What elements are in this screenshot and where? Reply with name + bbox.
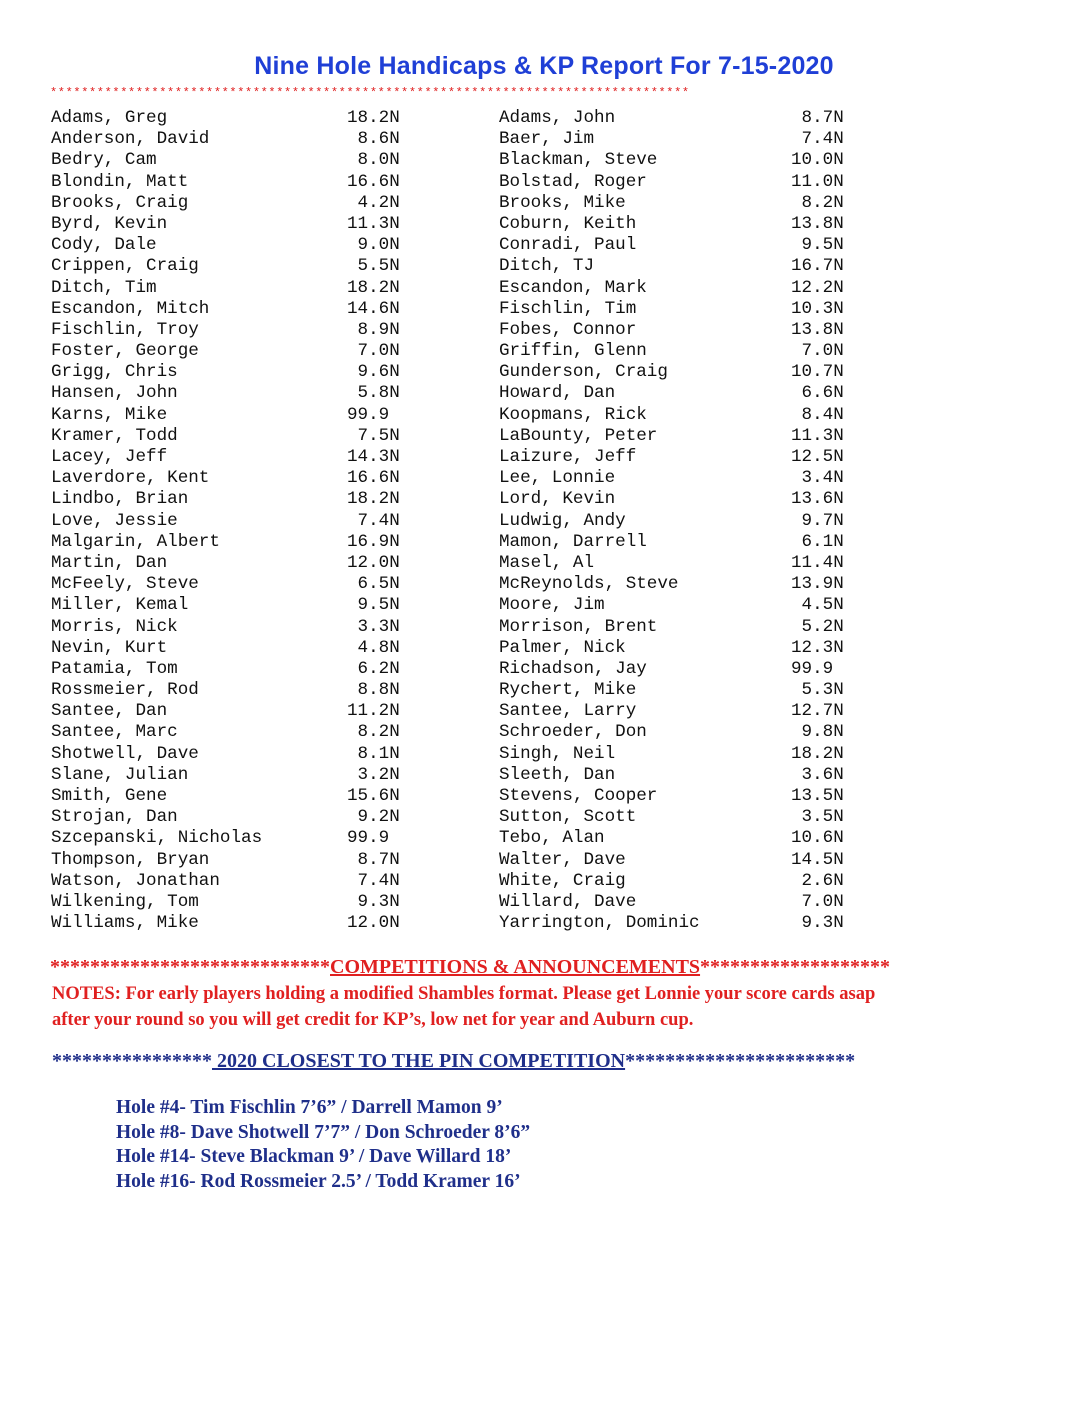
player-handicap: 18.2N [347, 489, 400, 510]
notes-line-2: after your round so you will get credit for KP’s, low net for year and Auburn cup. [52, 1010, 694, 1030]
player-name: Brooks, Craig [51, 192, 189, 213]
player-name: Baer, Jim [499, 129, 595, 150]
player-name: Sutton, Scott [499, 807, 637, 828]
player-name: Schroeder, Don [499, 722, 647, 743]
player-handicap: 9.3N [347, 891, 400, 912]
player-name: Cody, Dale [51, 235, 157, 256]
player-handicap: 4.2N [347, 192, 400, 213]
player-name: Anderson, David [51, 129, 210, 150]
player-handicap: 9.8N [791, 722, 844, 743]
player-handicap: 7.5N [347, 425, 400, 446]
player-handicap: 9.0N [347, 235, 400, 256]
player-handicap: 7.4N [347, 870, 400, 891]
player-name: Fobes, Connor [499, 319, 637, 340]
player-handicap: 7.4N [791, 129, 844, 150]
player-name: Koopmans, Rick [499, 404, 647, 425]
player-handicap: 11.3N [791, 425, 844, 446]
player-name: Blondin, Matt [51, 171, 189, 192]
player-name: Malgarin, Albert [51, 531, 220, 552]
player-name: Martin, Dan [51, 552, 168, 573]
player-handicap: 7.0N [347, 341, 400, 362]
player-handicap: 2.6N [791, 870, 844, 891]
player-name: McFeely, Steve [51, 574, 199, 595]
player-name: Nevin, Kurt [51, 637, 168, 658]
player-handicap: 14.5N [791, 849, 844, 870]
player-name: Adams, Greg [51, 108, 168, 128]
player-handicap: 9.7N [791, 510, 844, 531]
player-handicap: 6.5N [347, 574, 400, 595]
player-name: Bedry, Cam [51, 150, 157, 171]
player-name: Lindbo, Brian [51, 489, 189, 510]
player-handicap: 16.7N [791, 256, 844, 277]
player-name: Griffin, Glenn [499, 341, 647, 362]
player-handicap: 10.0N [791, 150, 844, 171]
player-handicap: 8.2N [791, 192, 844, 213]
player-name: Bolstad, Roger [499, 171, 647, 192]
player-name: Escandon, Mark [499, 277, 647, 298]
player-handicap: 3.6N [791, 764, 844, 785]
player-name: Thompson, Bryan [51, 849, 210, 870]
player-handicap: 12.2N [791, 277, 844, 298]
player-handicap: 12.7N [791, 701, 844, 722]
player-name: Ditch, Tim [51, 277, 157, 298]
player-name: Santee, Marc [51, 722, 178, 743]
player-name: Masel, Al [499, 552, 595, 573]
player-handicap: 8.2N [347, 722, 400, 743]
player-name: Patamia, Tom [51, 658, 178, 679]
player-name: Shotwell, Dave [51, 743, 199, 764]
player-name: Singh, Neil [499, 743, 616, 764]
player-handicap: 12.0N [347, 552, 400, 573]
player-handicap: 9.3N [791, 913, 844, 934]
player-handicap: 3.5N [791, 807, 844, 828]
ctp-hole-result: Hole #8- Dave Shotwell 7’7” / Don Schroeder 8’6” [116, 1121, 531, 1143]
ctp-hole-result: Hole #16- Rod Rossmeier 2.5’ / Todd Kramer 16’ [116, 1170, 521, 1192]
player-name: Sleeth, Dan [499, 764, 616, 785]
player-handicap: 99.9 [347, 404, 390, 425]
player-name: LaBounty, Peter [499, 425, 658, 446]
player-handicap: 12.0N [347, 913, 400, 934]
player-handicap: 3.2N [347, 764, 400, 785]
player-handicap: 13.6N [791, 489, 844, 510]
player-handicap: 12.3N [791, 637, 844, 658]
player-name: Wilkening, Tom [51, 891, 199, 912]
closest-to-pin-results [116, 1096, 530, 1194]
player-name: Blackman, Steve [499, 150, 658, 171]
player-handicap: 8.9N [347, 319, 400, 340]
player-handicap: 3.3N [347, 616, 400, 637]
player-handicap: 11.3N [347, 213, 400, 234]
player-handicap: 15.6N [347, 786, 400, 806]
player-name: White, Craig [499, 870, 626, 891]
player-handicap: 8.7N [791, 108, 844, 128]
ctp-stars-after: *********************** [625, 1050, 856, 1072]
player-handicap: 9.6N [347, 362, 400, 383]
player-name: Grigg, Chris [51, 362, 178, 383]
player-handicap: 6.6N [791, 383, 844, 404]
player-handicap: 99.9 [347, 828, 390, 849]
player-name: Escandon, Mitch [51, 298, 210, 319]
player-name: Adams, John [499, 108, 616, 128]
player-handicap: 14.3N [347, 447, 400, 467]
player-name: Szcepanski, Nicholas [51, 828, 263, 849]
player-handicap: 14.6N [347, 298, 400, 319]
ctp-hole-result: Hole #14- Steve Blackman 9’ / Dave Willard 18’ [116, 1146, 512, 1168]
player-handicap: 13.9N [791, 574, 844, 595]
player-handicap: 11.4N [791, 552, 844, 573]
player-name: Gunderson, Craig [499, 362, 668, 383]
ctp-stars-before: **************** [52, 1050, 212, 1072]
player-handicap: 99.9 [791, 658, 834, 679]
player-name: Fischlin, Tim [499, 298, 637, 319]
ctp-hole-result: Hole #4- Tim Fischlin 7’6” / Darrell Mamon 9’ [116, 1097, 503, 1118]
title-star-divider: ********************************************************************************** [50, 86, 690, 100]
player-handicap: 7.0N [791, 341, 844, 362]
player-handicap: 8.7N [347, 849, 400, 870]
player-name: Foster, George [51, 341, 199, 362]
player-handicap: 5.5N [347, 256, 400, 277]
player-handicap: 7.0N [791, 891, 844, 912]
player-handicap: 4.8N [347, 637, 400, 658]
player-name: Lacey, Jeff [51, 447, 168, 467]
player-name: Conradi, Paul [499, 235, 637, 256]
player-name: Palmer, Nick [499, 637, 626, 658]
player-handicap: 7.4N [347, 510, 400, 531]
player-name: Richadson, Jay [499, 658, 647, 679]
player-name: Santee, Larry [499, 701, 637, 722]
player-handicap: 10.3N [791, 298, 844, 319]
player-name: Rychert, Mike [499, 680, 637, 701]
player-name: Morrison, Brent [499, 616, 658, 637]
player-name: Lord, Kevin [499, 489, 616, 510]
player-handicap: 13.5N [791, 786, 844, 806]
player-handicap: 13.8N [791, 319, 844, 340]
player-name: Karns, Mike [51, 404, 168, 425]
competitions-heading-text: COMPETITIONS & ANNOUNCEMENTS [330, 956, 701, 978]
player-handicap: 13.8N [791, 213, 844, 234]
player-handicap: 4.5N [791, 595, 844, 616]
player-name: Laizure, Jeff [499, 447, 637, 467]
player-handicap: 16.6N [347, 468, 400, 489]
player-name: Laverdore, Kent [51, 468, 210, 489]
player-name: Coburn, Keith [499, 213, 637, 234]
player-handicap: 18.2N [791, 743, 844, 764]
player-handicap: 9.2N [347, 807, 400, 828]
player-handicap: 16.9N [347, 531, 400, 552]
player-name: Howard, Dan [499, 383, 616, 404]
player-handicap: 18.2N [347, 108, 400, 128]
player-handicap: 10.7N [791, 362, 844, 383]
player-name: Brooks, Mike [499, 192, 626, 213]
player-handicap: 8.4N [791, 404, 844, 425]
player-handicap: 12.5N [791, 447, 844, 467]
player-name: Miller, Kemal [51, 595, 189, 616]
player-name: Hansen, John [51, 383, 178, 404]
notes-line-1: NOTES: For early players holding a modified Shambles format. Please get Lonnie your score cards asap [52, 984, 876, 1004]
player-name: Yarrington, Dominic [499, 913, 700, 934]
player-handicap: 9.5N [791, 235, 844, 256]
player-handicap: 18.2N [347, 277, 400, 298]
player-name: Lee, Lonnie [499, 468, 616, 489]
competitions-stars-after: ******************* [700, 956, 891, 978]
player-name: Smith, Gene [51, 786, 168, 806]
competitions-stars-before: **************************** [50, 956, 330, 978]
player-handicap: 5.2N [791, 616, 844, 637]
player-handicap: 6.1N [791, 531, 844, 552]
player-name: Kramer, Todd [51, 425, 178, 446]
player-name: Williams, Mike [51, 913, 199, 934]
player-name: Willard, Dave [499, 891, 637, 912]
player-handicap: 6.2N [347, 658, 400, 679]
report-title: Nine Hole Handicaps & KP Report For 7-15-2020 [254, 52, 834, 80]
player-name: Rossmeier, Rod [51, 680, 199, 701]
player-handicap: 16.6N [347, 171, 400, 192]
player-name: Byrd, Kevin [51, 213, 168, 234]
player-name: Ditch, TJ [499, 256, 595, 277]
player-name: Stevens, Cooper [499, 786, 658, 806]
player-name: Fischlin, Troy [51, 319, 199, 340]
player-name: Slane, Julian [51, 764, 189, 785]
player-handicap: 11.0N [791, 171, 844, 192]
player-name: Strojan, Dan [51, 807, 178, 828]
player-name: Santee, Dan [51, 701, 168, 722]
player-name: Walter, Dave [499, 849, 626, 870]
closest-to-pin-heading [52, 1050, 1052, 1073]
player-name: Moore, Jim [499, 595, 605, 616]
player-name: Mamon, Darrell [499, 531, 647, 552]
player-handicap: 10.6N [791, 828, 844, 849]
announcement-notes [52, 981, 1052, 1033]
player-name: McReynolds, Steve [499, 574, 679, 595]
player-handicap: 11.2N [347, 701, 400, 722]
player-name: Ludwig, Andy [499, 510, 626, 531]
player-handicap: 5.3N [791, 680, 844, 701]
ctp-heading-text: 2020 CLOSEST TO THE PIN COMPETITION [212, 1050, 626, 1072]
player-handicap: 3.4N [791, 468, 844, 489]
player-name: Watson, Jonathan [51, 870, 220, 891]
player-handicap: 5.8N [347, 383, 400, 404]
player-handicap: 8.0N [347, 150, 400, 171]
player-handicap: 8.8N [347, 680, 400, 701]
player-handicap: 9.5N [347, 595, 400, 616]
player-name: Crippen, Craig [51, 256, 199, 277]
player-name: Tebo, Alan [499, 828, 605, 849]
competitions-heading [50, 956, 1050, 979]
player-handicap: 8.1N [347, 743, 400, 764]
player-handicap: 8.6N [347, 129, 400, 150]
player-name: Love, Jessie [51, 510, 178, 531]
player-name: Morris, Nick [51, 616, 178, 637]
